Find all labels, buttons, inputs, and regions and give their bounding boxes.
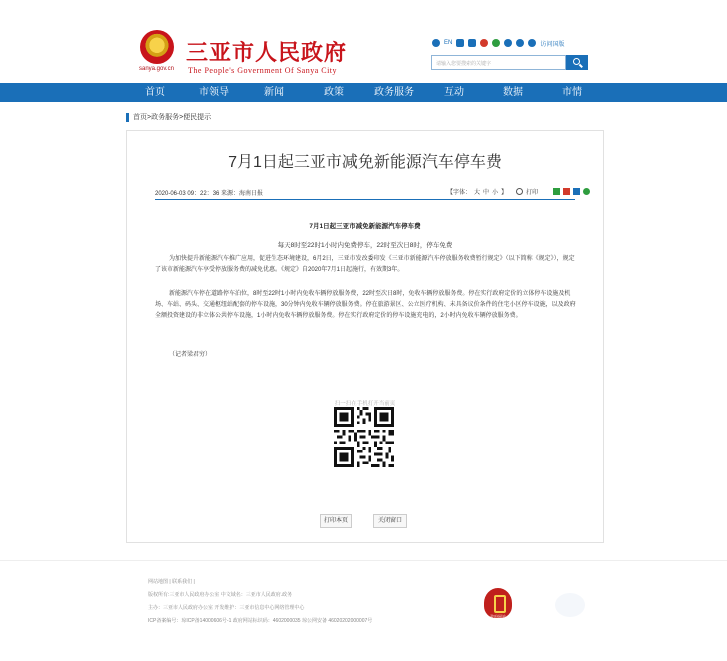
search-button[interactable] [566,55,588,70]
site-title[interactable]: 三亚市人民政府 [186,40,348,66]
article-subtitle: 7月1日起三亚市减免新能源汽车停车费 [309,223,421,230]
site-footer [0,560,727,661]
english-link[interactable]: EN [444,40,453,46]
main-nav [0,83,727,102]
nav-item-news[interactable]: 新闻 [264,87,284,98]
font-size-large[interactable]: 大 [474,190,481,196]
title-divider [155,199,575,200]
breadcrumb-marker [126,113,129,122]
font-size-end: 】 [501,190,508,196]
accessible-version-link[interactable]: 访问国版 [540,41,565,48]
nav-item-services[interactable]: 政务服务 [374,87,414,98]
site-url: sanya.gov.cn [139,66,174,72]
gov-site-badge-label: 政府网站 [490,614,506,619]
nav-item-leaders[interactable]: 市领导 [199,87,229,98]
article-title: 7月1日起三亚市减免新能源汽车停车费 [228,154,502,171]
share-more-icon[interactable] [583,188,590,195]
site-title-en: The People's Government Of Sanya City [188,66,338,75]
print-link[interactable]: 打印 [526,190,539,196]
top-links [432,38,564,48]
footer-host: 主办：三亚市人民政府办公室 开发维护：三亚市信息中心网络管理中心 [148,605,305,611]
qr-code-icon [334,407,394,467]
weibo-icon[interactable] [432,39,440,47]
article-paragraph: 为加快提升新能源汽车推广应用，促进生态环境建设，6月2日，三亚市发改委印发《三亚市新能源汽车停放服务收费暂行规定》（以下简称《规定》），规定了该市新能源汽车享受停放服务费的减免优惠。《规定》自2020年7月1日起施行，有效期3年。 [155,256,575,273]
article-paragraph: 新能源汽车停在道路停车泊位，8时至22时1小时内免收车辆停放服务费，22时至次日8时，免收车辆停放服务费。停在实行政府定价的立体停车设施及机场、车站、码头、交通枢纽站配套的停车设施，30分钟内免收车辆停放服务费。停在旅游景区、公立医疗机构、未具备议价条件的住宅小区停车设施，以及政府全额投资建设的非立体公共停车设施，1小时内免收车辆停放服务费。停在实行政府定价的停车设施充电的，2小时内免收车辆停放服务费。 [155,291,576,319]
accessibility-icon[interactable] [504,39,512,47]
article-tools [447,187,590,196]
breadcrumb [126,112,211,122]
user-icon[interactable] [516,39,524,47]
font-size-small[interactable]: 小 [492,190,499,196]
nav-item-interact[interactable]: 互动 [444,87,464,98]
print-icon[interactable] [516,188,523,195]
share-wechat-icon[interactable] [553,188,560,195]
wechat-icon[interactable] [492,39,500,47]
article-panel [126,130,604,543]
weibo-red-icon[interactable] [480,39,488,47]
mobile-icon[interactable] [456,39,464,47]
watermark-logo-icon [555,593,585,617]
breadcrumb-text[interactable]: 首页>政务服务>便民提示 [133,114,212,121]
article-meta: 2020-06-03 09：22：36 来源：海南日报 [155,191,264,197]
footer-icp: ICP备案编号：琼ICP备14000606号-1 政府网站标识码：4602000035 琼公网安备 46020202000007号 [148,618,373,624]
site-header [0,0,727,82]
article-reporter: （记者梁君穷） [169,352,212,358]
search-input[interactable]: 请输入您要搜索的关键字 [431,55,566,70]
nav-item-home[interactable]: 首页 [145,87,165,98]
national-emblem-icon [140,30,174,64]
elderly-mode-icon[interactable] [528,39,536,47]
font-size-label: 【字体： [447,190,472,196]
footer-copyright: 版权所有:三亚市人民政府办公室 中文域名：三亚市人民政府.政务 [148,592,293,598]
nav-item-city-info[interactable]: 市情 [562,87,582,98]
share-qq-icon[interactable] [573,188,580,195]
nav-item-data[interactable]: 数据 [503,87,523,98]
share-weibo-icon[interactable] [563,188,570,195]
tablet-icon[interactable] [468,39,476,47]
print-page-button[interactable]: 打印本页 [320,514,352,528]
article-summary: 每天8时至22时1小时内免费停车，22时至次日8时，停车免费 [277,242,453,249]
footer-links[interactable]: 网站地图 | 联系我们 | [148,579,195,585]
font-size-medium[interactable]: 中 [483,190,490,196]
close-window-button[interactable]: 关闭窗口 [373,514,407,528]
qr-label: 扫一扫在手机打开当前页 [334,401,396,407]
nav-item-policy[interactable]: 政策 [324,87,344,98]
